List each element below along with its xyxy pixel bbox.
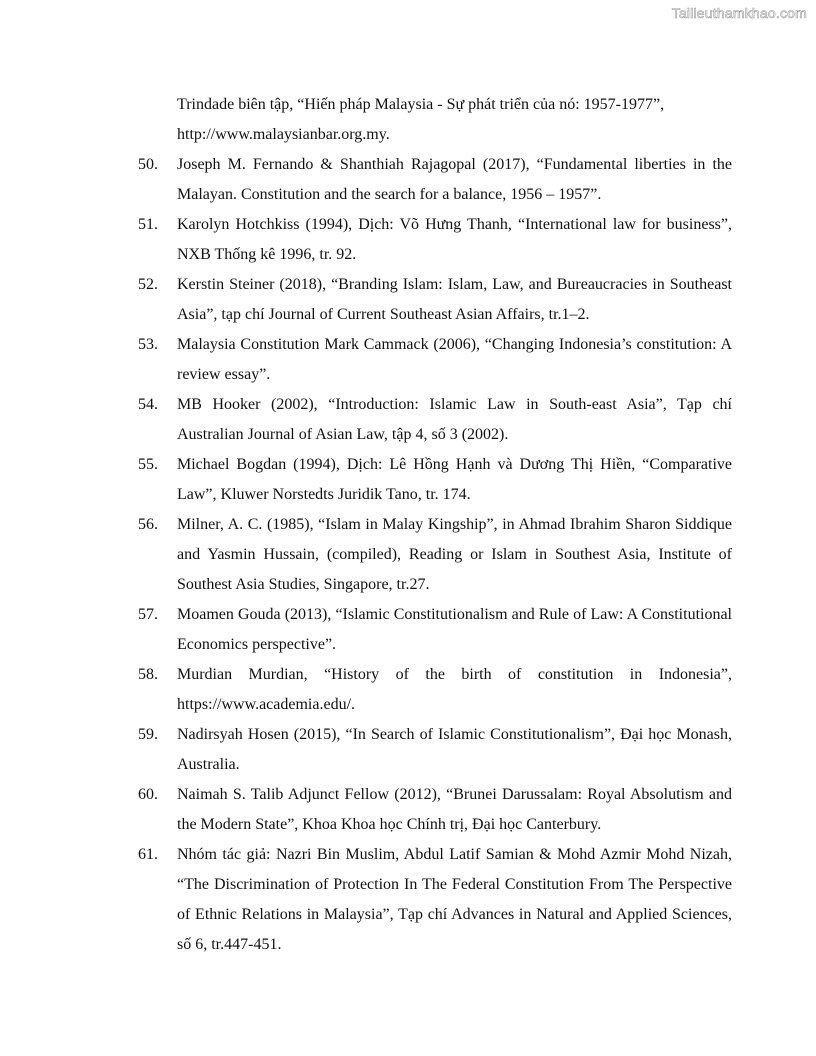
reference-text: Kerstin Steiner (2018), “Branding Islam: Islam, Law, and Bureaucracies in Southeast Asia”, tạp chí Journal of Current Southeast Asian Affairs, tr.1–2.: [177, 276, 732, 323]
reference-text: Milner, A. C. (1985), “Islam in Malay Kingship”, in Ahmad Ibrahim Sharon Siddique and Yasmin Hussain, (compiled), Reading or Islam in Southest Asia, Institute of Southest Asia Studies, Singapore, tr.27.: [177, 516, 732, 593]
reference-text: Malaysia Constitution Mark Cammack (2006), “Changing Indonesia’s constitution: A review essay”.: [177, 336, 732, 383]
reference-item-57: [138, 600, 732, 660]
reference-text: Joseph M. Fernando & Shanthiah Rajagopal (2017), “Fundamental liberties in the Malayan. Constitution and the search for a balance, 1956 – 1957”.: [177, 156, 732, 203]
reference-item-56: [138, 510, 732, 600]
reference-item-60: [138, 780, 732, 840]
continuation-line-1: Trindade biên tập, “Hiến pháp Malaysia - Sự phát triển của nó: 1957-1977”,: [177, 96, 665, 113]
reference-number: 55.: [138, 456, 158, 473]
reference-text: Nadirsyah Hosen (2015), “In Search of Islamic Constitutionalism”, Đại học Monash, Australia.: [177, 726, 732, 773]
reference-text: Moamen Gouda (2013), “Islamic Constitutionalism and Rule of Law: A Constitutional Economics perspective”.: [177, 606, 732, 653]
watermark-text: Tailieuthamkhao.com: [671, 5, 807, 21]
reference-item-54: [138, 390, 732, 450]
reference-number: 51.: [138, 216, 158, 233]
reference-number: 60.: [138, 786, 158, 803]
reference-number: 57.: [138, 606, 158, 623]
reference-number: 58.: [138, 666, 158, 683]
continuation-line-2: http://www.malaysianbar.org.my.: [177, 126, 390, 143]
reference-continuation: [138, 90, 732, 150]
reference-number: 52.: [138, 276, 158, 293]
reference-number: 59.: [138, 726, 158, 743]
reference-list: [138, 90, 732, 960]
reference-number: 50.: [138, 156, 158, 173]
reference-item-61: [138, 840, 732, 960]
reference-text: Murdian Murdian, “History of the birth of constitution in Indonesia”, https://www.academia.edu/.: [177, 666, 732, 713]
reference-text: Karolyn Hotchkiss (1994), Dịch: Võ Hưng Thanh, “International law for business”, NXB Thống kê 1996, tr. 92.: [177, 216, 732, 263]
reference-text: Michael Bogdan (1994), Dịch: Lê Hồng Hạnh và Dương Thị Hiền, “Comparative Law”, Kluwer Norstedts Juridik Tano, tr. 174.: [177, 456, 732, 503]
reference-item-50: [138, 150, 732, 210]
reference-number: 54.: [138, 396, 158, 413]
reference-item-53: [138, 330, 732, 390]
reference-item-55: [138, 450, 732, 510]
reference-text: Naimah S. Talib Adjunct Fellow (2012), “Brunei Darussalam: Royal Absolutism and the Modern State”, Khoa Khoa học Chính trị, Đại học Canterbury.: [177, 786, 732, 833]
reference-item-51: [138, 210, 732, 270]
reference-number: 53.: [138, 336, 158, 353]
reference-number: 56.: [138, 516, 158, 533]
reference-item-52: [138, 270, 732, 330]
reference-text: Nhóm tác giả: Nazri Bin Muslim, Abdul Latif Samian & Mohd Azmir Mohd Nizah, “The Discrimination of Protection In The Federal Constitution From The Perspective of Ethnic Relations in Malaysia”, Tạp chí Advances in Natural and Applied Sciences, số 6, tr.447-451.: [177, 846, 732, 953]
reference-number: 61.: [138, 846, 158, 863]
reference-text: MB Hooker (2002), “Introduction: Islamic Law in South-east Asia”, Tạp chí Australian Journal of Asian Law, tập 4, số 3 (2002).: [177, 396, 732, 443]
reference-item-58: [138, 660, 732, 720]
reference-item-59: [138, 720, 732, 780]
